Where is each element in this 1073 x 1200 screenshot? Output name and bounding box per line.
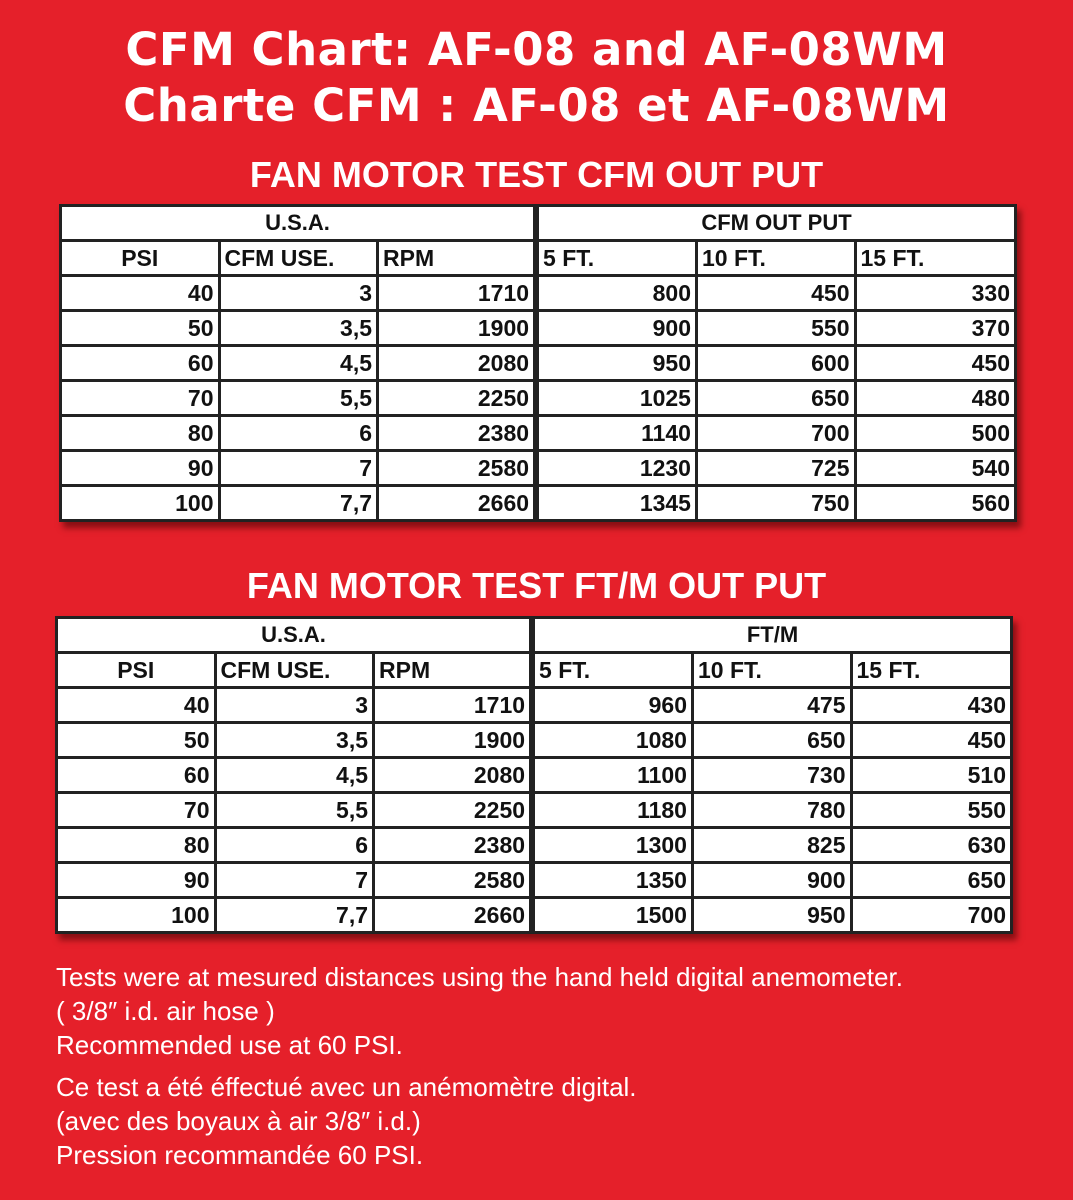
cell-15ft: 550 <box>851 793 1012 828</box>
note-line: Recommended use at 60 PSI. <box>56 1030 403 1060</box>
cell-psi: 50 <box>61 311 220 346</box>
cell-15ft: 330 <box>855 276 1016 311</box>
cell-15ft: 650 <box>851 863 1012 898</box>
cell-cfm-use: 3,5 <box>215 723 374 758</box>
cell-5ft: 1350 <box>532 863 692 898</box>
cell-10ft: 825 <box>692 828 851 863</box>
table-column-header-row <box>57 653 1012 688</box>
notes-english <box>56 960 1056 1062</box>
cell-psi: 100 <box>57 898 216 933</box>
page-title: CFM Chart: AF-08 and AF-08WM <box>125 23 948 76</box>
cell-15ft: 540 <box>855 451 1016 486</box>
note-line: ( 3/8″ i.d. air hose ) <box>56 996 275 1026</box>
cell-15ft: 630 <box>851 828 1012 863</box>
column-header-cfm-use: CFM USE. <box>215 653 374 688</box>
cell-psi: 40 <box>57 688 216 723</box>
cell-psi: 80 <box>61 416 220 451</box>
cell-10ft: 450 <box>696 276 855 311</box>
table-row <box>57 723 1012 758</box>
cfm-output-table <box>59 204 1017 522</box>
cell-15ft: 560 <box>855 486 1016 521</box>
table-row <box>61 416 1016 451</box>
table-row <box>61 346 1016 381</box>
cell-psi: 90 <box>57 863 216 898</box>
cell-psi: 70 <box>61 381 220 416</box>
cell-cfm-use: 5,5 <box>219 381 378 416</box>
cell-10ft: 730 <box>692 758 851 793</box>
column-header-10ft: 10 FT. <box>696 241 855 276</box>
cell-cfm-use: 3,5 <box>219 311 378 346</box>
cell-10ft: 700 <box>696 416 855 451</box>
cell-5ft: 900 <box>536 311 696 346</box>
cell-rpm: 2080 <box>374 758 533 793</box>
cell-10ft: 550 <box>696 311 855 346</box>
cell-cfm-use: 4,5 <box>215 758 374 793</box>
table-column-header-row <box>61 241 1016 276</box>
group-header-usa: U.S.A. <box>61 206 537 241</box>
cell-15ft: 500 <box>855 416 1016 451</box>
cell-rpm: 2660 <box>378 486 537 521</box>
cell-5ft: 1140 <box>536 416 696 451</box>
column-header-rpm: RPM <box>374 653 533 688</box>
cell-rpm: 2380 <box>374 828 533 863</box>
cell-rpm: 1900 <box>374 723 533 758</box>
cell-5ft: 950 <box>536 346 696 381</box>
cell-15ft: 480 <box>855 381 1016 416</box>
note-line: Tests were at mesured distances using the hand held digital anemometer. <box>56 962 903 992</box>
cell-cfm-use: 7,7 <box>219 486 378 521</box>
cell-10ft: 750 <box>696 486 855 521</box>
column-header-15ft: 15 FT. <box>851 653 1012 688</box>
column-header-5ft: 5 FT. <box>536 241 696 276</box>
cell-5ft: 1080 <box>532 723 692 758</box>
cell-cfm-use: 4,5 <box>219 346 378 381</box>
cell-psi: 40 <box>61 276 220 311</box>
cell-15ft: 700 <box>851 898 1012 933</box>
cell-15ft: 450 <box>855 346 1016 381</box>
cell-rpm: 2660 <box>374 898 533 933</box>
column-header-psi: PSI <box>57 653 216 688</box>
cell-10ft: 725 <box>696 451 855 486</box>
note-line: (avec des boyaux à air 3/8″ i.d.) <box>56 1106 421 1136</box>
cell-psi: 100 <box>61 486 220 521</box>
table-heading-cfm-output: FAN MOTOR TEST CFM OUT PUT <box>249 154 824 195</box>
cell-15ft: 430 <box>851 688 1012 723</box>
cell-rpm: 1710 <box>374 688 533 723</box>
cell-5ft: 1230 <box>536 451 696 486</box>
cell-15ft: 370 <box>855 311 1016 346</box>
table-heading-ftm-output: FAN MOTOR TEST FT/M OUT PUT <box>246 565 827 606</box>
cell-10ft: 475 <box>692 688 851 723</box>
cell-cfm-use: 7 <box>215 863 374 898</box>
cell-cfm-use: 7 <box>219 451 378 486</box>
cell-5ft: 1100 <box>532 758 692 793</box>
cell-5ft: 1180 <box>532 793 692 828</box>
table-row <box>57 898 1012 933</box>
note-line: Pression recommandée 60 PSI. <box>56 1140 424 1170</box>
cell-cfm-use: 3 <box>215 688 374 723</box>
cell-psi: 90 <box>61 451 220 486</box>
cell-10ft: 950 <box>692 898 851 933</box>
cell-rpm: 2250 <box>374 793 533 828</box>
cell-5ft: 1025 <box>536 381 696 416</box>
cell-10ft: 650 <box>696 381 855 416</box>
group-header-ftm: FT/M <box>532 618 1011 653</box>
cell-psi: 60 <box>57 758 216 793</box>
table-row <box>57 688 1012 723</box>
table-row <box>61 276 1016 311</box>
table-row <box>61 381 1016 416</box>
cell-rpm: 2250 <box>378 381 537 416</box>
cell-10ft: 900 <box>692 863 851 898</box>
cell-cfm-use: 7,7 <box>215 898 374 933</box>
cell-rpm: 1900 <box>378 311 537 346</box>
notes-french <box>56 1070 1056 1172</box>
note-line: Ce test a été éffectué avec un anémomètre digital. <box>56 1072 637 1102</box>
column-header-rpm: RPM <box>378 241 537 276</box>
cell-psi: 80 <box>57 828 216 863</box>
cell-psi: 70 <box>57 793 216 828</box>
cell-rpm: 2580 <box>378 451 537 486</box>
table-row <box>57 758 1012 793</box>
column-header-5ft: 5 FT. <box>532 653 692 688</box>
table-row <box>61 486 1016 521</box>
cell-5ft: 960 <box>532 688 692 723</box>
table-group-header-row <box>57 618 1012 653</box>
cell-psi: 60 <box>61 346 220 381</box>
table-row <box>61 451 1016 486</box>
column-header-10ft: 10 FT. <box>692 653 851 688</box>
column-header-cfm-use: CFM USE. <box>219 241 378 276</box>
cell-10ft: 650 <box>692 723 851 758</box>
cell-rpm: 2080 <box>378 346 537 381</box>
column-header-15ft: 15 FT. <box>855 241 1016 276</box>
cell-10ft: 600 <box>696 346 855 381</box>
table-group-header-row <box>61 206 1016 241</box>
cell-rpm: 1710 <box>378 276 537 311</box>
group-header-usa: U.S.A. <box>57 618 533 653</box>
cell-15ft: 450 <box>851 723 1012 758</box>
cell-rpm: 2380 <box>378 416 537 451</box>
cell-cfm-use: 6 <box>215 828 374 863</box>
cell-cfm-use: 5,5 <box>215 793 374 828</box>
cell-5ft: 1500 <box>532 898 692 933</box>
column-header-psi: PSI <box>61 241 220 276</box>
table-row <box>57 793 1012 828</box>
cell-cfm-use: 6 <box>219 416 378 451</box>
cell-5ft: 1345 <box>536 486 696 521</box>
table-row <box>57 828 1012 863</box>
group-header-cfm-output: CFM OUT PUT <box>536 206 1015 241</box>
cell-10ft: 780 <box>692 793 851 828</box>
cell-5ft: 800 <box>536 276 696 311</box>
ftm-output-table <box>55 616 1013 934</box>
page-title-french: Charte CFM : AF-08 et AF-08WM <box>123 79 950 132</box>
cell-5ft: 1300 <box>532 828 692 863</box>
cell-15ft: 510 <box>851 758 1012 793</box>
cell-rpm: 2580 <box>374 863 533 898</box>
cell-cfm-use: 3 <box>219 276 378 311</box>
cell-psi: 50 <box>57 723 216 758</box>
table-row <box>61 311 1016 346</box>
table-row <box>57 863 1012 898</box>
